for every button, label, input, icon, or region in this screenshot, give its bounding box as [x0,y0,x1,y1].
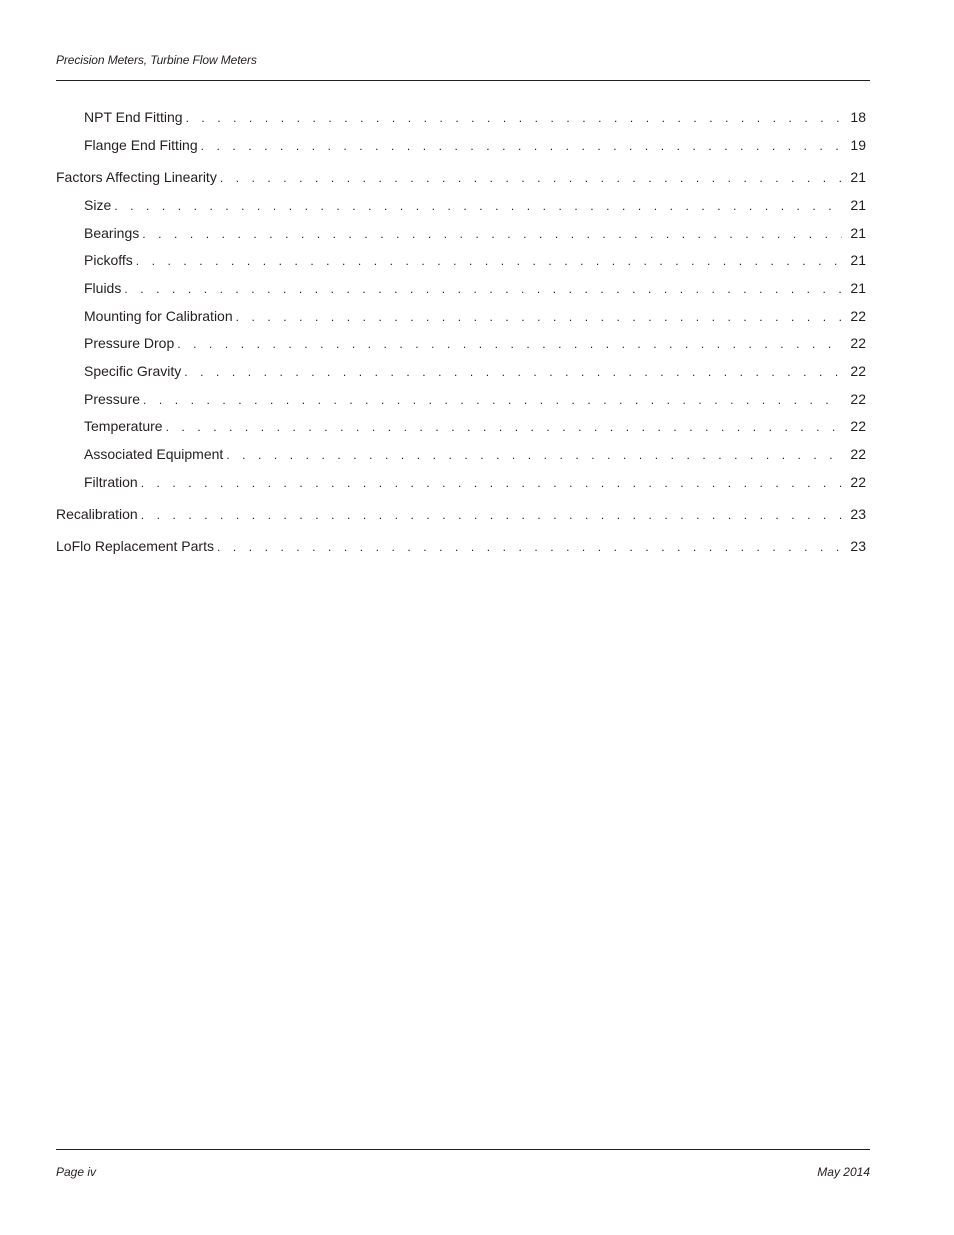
toc-entry[interactable] [56,412,866,440]
toc-entry-page: 22 [850,391,866,407]
toc-entry-label: Specific Gravity [84,363,182,379]
toc-entry-page: 22 [850,308,866,324]
toc-entry-label: Mounting for Calibration [84,308,233,324]
toc-entry[interactable] [56,274,866,302]
toc-dot-leader [124,275,842,303]
toc-entry-label: Factors Affecting Linearity [56,169,217,185]
toc-entry-label: Temperature [84,418,163,434]
toc-entry-label: NPT End Fitting [84,109,183,125]
toc-dot-leader [186,104,842,132]
toc-entry-label: Bearings [84,225,140,241]
toc-entry[interactable] [56,219,866,247]
toc-dot-leader [236,303,842,331]
toc-entry[interactable] [56,103,866,131]
toc-dot-leader [177,330,842,358]
toc-entry-page: 22 [850,335,866,351]
toc-entry[interactable] [56,131,866,159]
toc-entry-page: 22 [850,418,866,434]
toc-entry[interactable] [56,468,866,496]
toc-entry[interactable] [56,385,866,413]
toc-entry-page: 19 [850,137,866,153]
publication-date: May 2014 [817,1165,870,1179]
footer-rule [56,1149,870,1150]
toc-entry-label: Fluids [84,280,122,296]
toc-entry-label: Pressure Drop [84,335,175,351]
toc-dot-leader [226,441,842,469]
toc-dot-leader [136,247,842,275]
toc-entry-page: 23 [850,506,866,522]
toc-entry[interactable] [56,329,866,357]
running-header-title: Precision Meters, Turbine Flow Meters [56,53,257,67]
toc-entry-page: 22 [850,474,866,490]
toc-entry-label: Filtration [84,474,138,490]
toc-entry-page: 21 [850,252,866,268]
toc-dot-leader [184,358,842,386]
toc-dot-leader [142,220,842,248]
toc-entry-label: Recalibration [56,506,138,522]
toc-entry[interactable] [56,500,866,528]
toc-entry[interactable] [56,302,866,330]
toc-entry-page: 21 [850,280,866,296]
toc-entry-page: 21 [850,197,866,213]
toc-entry-label: Pressure [84,391,141,407]
page-number: Page iv [56,1165,97,1179]
toc-entry-label: Flange End Fitting [84,137,198,153]
toc-entry[interactable] [56,191,866,219]
toc-entry[interactable] [56,246,866,274]
toc-entry-label: Pickoffs [84,252,133,268]
toc-entry-label: Size [84,197,112,213]
toc-dot-leader [201,132,842,160]
toc-dot-leader [220,164,842,192]
toc-entry-page: 21 [850,169,866,185]
toc-dot-leader [141,501,842,529]
toc-entry[interactable] [56,532,866,560]
toc-dot-leader [166,413,842,441]
toc-entry-page: 23 [850,538,866,554]
toc-dot-leader [114,192,842,220]
toc-entry-label: LoFlo Replacement Parts [56,538,214,554]
toc-entry[interactable] [56,163,866,191]
toc-dot-leader [217,533,842,561]
toc-dot-leader [143,386,842,414]
toc-entry[interactable] [56,440,866,468]
toc-entry-page: 22 [850,446,866,462]
toc-entry[interactable] [56,357,866,385]
toc-entry-page: 21 [850,225,866,241]
toc-entry-label: Associated Equipment [84,446,224,462]
toc-dot-leader [141,469,842,497]
header-rule [56,80,870,81]
toc-entry-page: 22 [850,363,866,379]
toc-entry-page: 18 [850,109,866,125]
